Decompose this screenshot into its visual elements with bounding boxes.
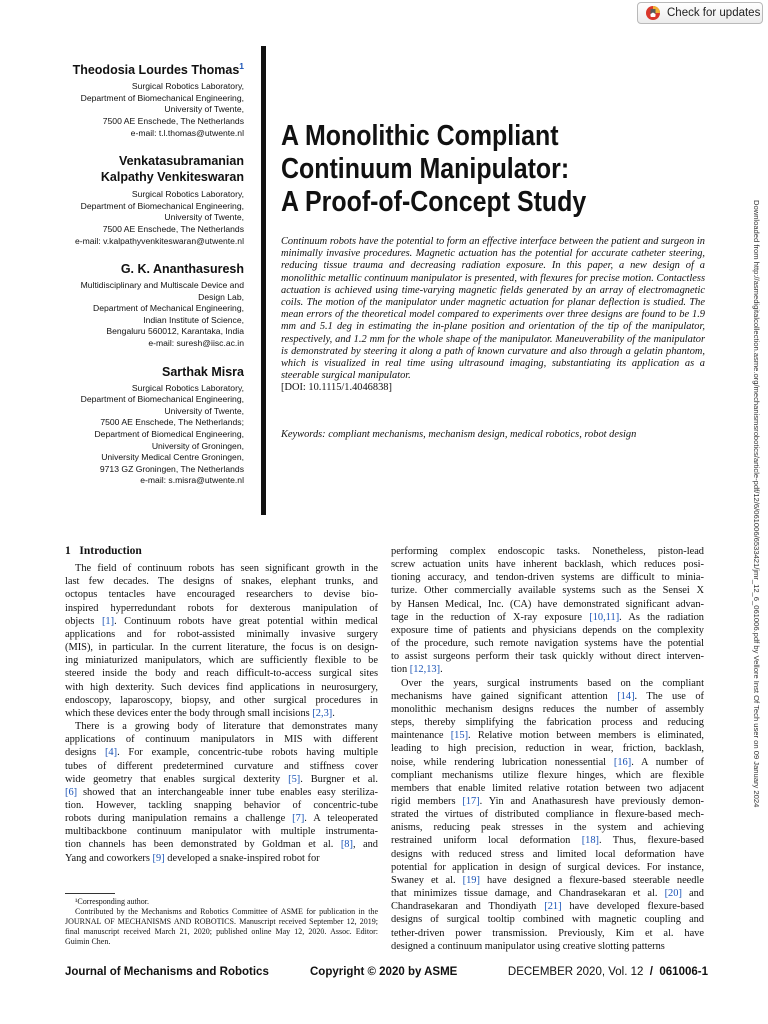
author-name-line: Venkatasubramanian: [118, 154, 244, 169]
text-line: designs of surgical tooltip combined with magnetic coupling and: [391, 914, 704, 926]
author-email: e-mail: t.l.thomas@utwente.nl: [130, 127, 244, 138]
footer-separator: /: [649, 966, 653, 978]
affiliation-line: University Medical Centre Groningen,: [101, 452, 244, 463]
text-line: steps, thereby simplifying the fabrication process and reducing: [391, 717, 704, 729]
citation-link[interactable]: [16]: [613, 756, 632, 768]
text-line: wide geometry that enables surgical dexterity [5]. Burgner et al.: [65, 773, 378, 785]
footnotes: [65, 897, 378, 947]
section-title: Introduction: [79, 545, 142, 557]
author-name: Sarthak Misra: [162, 364, 244, 379]
text-line: turize. Other commercially available systems such as the Sensei X: [391, 585, 704, 597]
footnote-manuscript-info: Contributed by the Mechanisms and Robotics Committee of ASME for publication in the JOURNAL OF MECHANISMS AND ROBOTICS. Manuscript received September 12, 2019; final manuscript received March 21, 2020; published online May 12, 2020. Assoc. Editor: Guimin Chen.: [65, 907, 378, 946]
affiliation-line: Bengaluru 560012, Karantaka, India: [106, 326, 244, 337]
citation-link[interactable]: [6]: [65, 786, 78, 798]
text-line: by Hansen Medical, Inc. (CA) have demonstrated significant advan-: [391, 598, 704, 610]
text-line: octopus tentacles have encouraged researchers to devise bio-: [65, 589, 378, 601]
text-line: compliant mechanisms utilize flexure hinges, which are flexible: [391, 769, 704, 781]
issue-info: [508, 966, 708, 978]
affiliation-line: Department of Biomedical Engineering,: [94, 429, 244, 440]
author-name: Theodosia Lourdes Thomas: [72, 63, 240, 78]
download-note-text: Downloaded from http://asmedigitalcollection.asme.org/mechanismsrobotics/article-pdf/12/6/061006/6533421/jmr_12_6_061006.pdf by Vellore Inst Of Tech user on 09 January 2024: [752, 200, 761, 808]
doi-link[interactable]: [DOI: 10.1115/1.4046838]: [281, 382, 392, 394]
text-line: potential for application in design of surgical devices. For instance,: [391, 861, 704, 873]
text-line: Yang and coworkers [9] developed a snake-inspired robot for: [65, 852, 320, 864]
text-line: noise, while rendering lubrication nonessential [16]. A number of: [391, 756, 704, 768]
citation-link[interactable]: [17]: [462, 795, 480, 807]
crossmark-icon: [645, 5, 661, 21]
text-line: applications and for robot-assisted minimally invasive surgery: [65, 628, 378, 640]
affiliation-line: 7500 AE Enschede, The Netherlands: [102, 223, 244, 234]
body-column-left: [65, 545, 378, 865]
text-line: objects [1]. Continuum robots have great potential within medical: [65, 615, 379, 627]
text-line: last few decades. The designs of snakes, elephant trunks, and: [65, 576, 378, 588]
text-line: screw actuation units have inherent backlash, which reduces posi-: [391, 559, 704, 571]
affiliation-line: 7500 AE Enschede, The Netherlands;: [100, 417, 244, 428]
download-note: [746, 200, 764, 940]
copyright: Copyright © 2020 by ASME: [310, 966, 458, 978]
affiliation-line: University of Twente,: [164, 212, 244, 223]
citation-link[interactable]: [15]: [450, 730, 469, 742]
corresponding-author-mark[interactable]: 1: [239, 61, 244, 71]
text-line: tioning accuracy, and tendon-driven systems are difficult to minia-: [391, 572, 704, 584]
body-column-right: [391, 545, 704, 953]
text-line: Over the years, surgical instruments based on the compliant: [401, 677, 704, 689]
footnote-corresponding: ¹Corresponding author.: [75, 897, 149, 906]
affiliation-line: Department of Mechanical Engineering,: [93, 303, 244, 314]
journal-name: Journal of Mechanisms and Robotics: [65, 966, 269, 978]
citation-link[interactable]: [12,13]: [409, 664, 441, 676]
affiliation-line: Indian Institute of Science,: [143, 314, 244, 325]
affiliation-line: 9713 GZ Groningen, The Netherlands: [99, 463, 244, 474]
text-line: to assist surgeons perform their task quickly without direct interven-: [391, 651, 704, 663]
author-block: [40, 153, 244, 247]
title-line: Continuum Manipulator:: [281, 153, 570, 185]
text-line: anisms, reducing peak stresses in the system and achieving: [391, 822, 704, 834]
citation-link[interactable]: [10,11]: [589, 611, 620, 623]
citation-link[interactable]: [20]: [664, 888, 682, 900]
citation-link[interactable]: [14]: [617, 690, 635, 702]
text-line: that minimizes tissue damage, and Chandrasekaran et al. [20] and: [391, 888, 704, 900]
citation-link[interactable]: [2,3]: [312, 707, 333, 719]
right-body-text: [391, 545, 704, 953]
text-line: (MIS), in particular. In the current literature, the focus is on design-: [65, 642, 378, 654]
affiliation-line: Multidisciplinary and Multiscale Device and: [80, 280, 244, 291]
check-for-updates-label: Check for updates: [667, 7, 761, 19]
text-line: Chandrasekaran and Thondiyath [21] have developed flexure-based: [391, 901, 704, 913]
author-name: [40, 153, 244, 185]
check-for-updates-button[interactable]: [637, 2, 763, 24]
text-line: inspired hyperredundant robots for dexterous manipulation of: [65, 602, 378, 614]
affiliation-line: University of Groningen,: [151, 440, 244, 451]
text-line: maintenance [15]. Relative motion between members is eliminated,: [391, 730, 704, 742]
author-email: e-mail: suresh@iisc.ac.in: [148, 338, 244, 349]
citation-link[interactable]: [5]: [288, 773, 301, 785]
title-line: A Monolithic Compliant: [281, 120, 559, 152]
citation-link[interactable]: [21]: [544, 901, 562, 913]
affiliation-line: University of Twente,: [164, 405, 244, 416]
text-line: endoscopy, laparoscopy, biopsy, and other surgical procedures in: [65, 694, 378, 706]
text-line: tion channels has been demonstrated by Goldman et al. [8], and: [65, 839, 379, 851]
citation-link[interactable]: [1]: [101, 615, 115, 627]
author-email: e-mail: v.kalpathyvenkiteswaran@utwente.nl: [74, 235, 244, 246]
affiliation-line: Department of Biomechanical Engineering,: [80, 394, 244, 405]
affiliation-line: Design Lab,: [198, 291, 244, 302]
section-heading: [65, 545, 378, 558]
text-line: mechanisms have gained significant attention [14]. The use of: [391, 690, 704, 702]
text-line: tage in the reduction of X-ray exposure [10,11]. As the radiation: [391, 611, 704, 623]
text-line: [6] showed that an interchangeable inner tube enables easy steriliza-: [65, 786, 378, 798]
citation-link[interactable]: [7]: [292, 813, 305, 825]
author-name-line: Kalpathy Venkiteswaran: [100, 170, 244, 185]
citation-link[interactable]: [18]: [581, 835, 600, 847]
citation-link[interactable]: [19]: [462, 874, 480, 886]
keywords: Keywords: compliant mechanisms, mechanism design, medical robotics, robot design: [281, 429, 637, 440]
author-name: G. K. Ananthasuresh: [120, 262, 244, 277]
text-line: exposure time of patients and physicians depends on the complexity: [391, 624, 704, 636]
citation-link[interactable]: [8]: [340, 839, 353, 851]
text-line: members that enable limited relative rotation between two adjacent: [391, 782, 704, 794]
affiliation-line: University of Twente,: [164, 104, 244, 115]
author-block: [40, 58, 244, 139]
affiliation-line: Surgical Robotics Laboratory,: [131, 81, 244, 92]
text-line: strated the virtues of distributed compliance in flexure-based mech-: [391, 809, 704, 821]
title-line: A Proof-of-Concept Study: [281, 186, 587, 218]
article-title: [281, 120, 642, 219]
citation-link[interactable]: [4]: [104, 747, 118, 759]
left-body-text: [65, 562, 378, 865]
text-line: with high dexterity. Such devices find applications in neurosurgery,: [65, 681, 378, 693]
text-line: designs with reduced stress and limited local deformation have: [391, 848, 704, 860]
section-number: 1: [65, 545, 71, 557]
text-line: designed a continuum manipulator using creative slotting patterns: [391, 940, 665, 952]
text-line: robots during manipulation remains a challenge [7]. A teleoperated: [65, 813, 378, 825]
text-line: There is a growing body of literature that demonstrates many: [75, 721, 378, 733]
text-line: monolithic mechanism designs reduces the number of assembly: [391, 703, 704, 715]
text-line: multibackbone continuum manipulator with multiple instrumenta-: [65, 826, 378, 838]
header-divider-bar: [261, 46, 266, 515]
affiliation-line: Surgical Robotics Laboratory,: [131, 382, 244, 393]
affiliation-line: Surgical Robotics Laboratory,: [131, 189, 244, 200]
text-line: tubes of different predetermined curvature and stiffness cover: [65, 760, 378, 772]
text-line: leading to high precision, reduction in wear, friction, backlash,: [391, 743, 704, 755]
text-line: performing complex endoscopic tasks. Nonetheless, piston-lead: [391, 546, 704, 557]
text-line: designs [4]. For example, concentric-tube robots having multiple: [65, 747, 378, 759]
text-line: restrained uniform local deformation [18]. Thus, flexure-based: [391, 835, 704, 847]
text-line: tion. However, tackling snapping behavior of concentric-tube: [65, 799, 378, 811]
citation-link[interactable]: [9]: [152, 852, 165, 864]
text-line: steered inside the body and reach difficult-to-access surgical sites: [65, 668, 378, 680]
affiliation-line: Department of Biomechanical Engineering,: [80, 200, 244, 211]
author-list: [40, 58, 244, 497]
text-line: tion [12,13].: [391, 664, 443, 676]
text-line: which these devices enter the body through small incisions [2,3].: [65, 707, 335, 719]
abstract: [281, 236, 705, 395]
issue-date-volume: DECEMBER 2020, Vol. 12: [507, 966, 644, 978]
text-line: ing miniaturized manipulators, which are sufficiently flexible to be: [65, 655, 378, 667]
abstract-text: Continuum robots have the potential to form an effective interface between the patient and surgeon in minimally invasive procedures. Magnetic actuation has the potential for accurate catheter steering, reducing tissue trauma and decreasing radiation exposure. In this paper, a new design of a monolithic metallic continuum manipulator is presented, with flexures for precise motion. Contactless actuation is achieved using time-varying magnetic fields generated by an array of electromagnetic coils. The motion of the manipulator under magnetic actuation for planar deflection is studied. The mean errors of the theoretical model compared to experiments over three designs are found to be 1.9 mm and 5.1 deg in estimating the in-plane position and orientation of the tip of the manipulator, respectively, and 1.2 mm for the whole shape of the manipulator. Maneuverability of the manipulator is demonstrated by steering it along a path of known curvature and also through a gelatin phantom, which is visualized in real time using ultrasound imaging, substantiating its application as a steerable surgical manipulator.: [281, 236, 705, 382]
footnote-rule: [65, 893, 115, 894]
affiliation-line: 7500 AE Enschede, The Netherlands: [102, 115, 244, 126]
text-line: rigid members [17]. Yin and Anathasuresh have previously demon-: [391, 795, 704, 807]
text-line: tether-driven power transmission. Previously, Kim et al. have: [391, 927, 704, 939]
author-block: [40, 364, 244, 487]
affiliation-line: Department of Biomechanical Engineering,: [80, 92, 244, 103]
article-number: 061006-1: [659, 966, 708, 978]
author-block: [40, 261, 244, 350]
text-line: applications of continuum manipulators in MIS with different: [65, 734, 378, 746]
text-line: of the procedure, such remote navigation systems have the potential: [391, 638, 704, 650]
text-line: The field of continuum robots has seen significant growth in the: [75, 563, 378, 575]
text-line: Swaney et al. [19] have designed a flexure-based steerable needle: [391, 874, 704, 886]
author-email: e-mail: s.misra@utwente.nl: [140, 475, 244, 486]
